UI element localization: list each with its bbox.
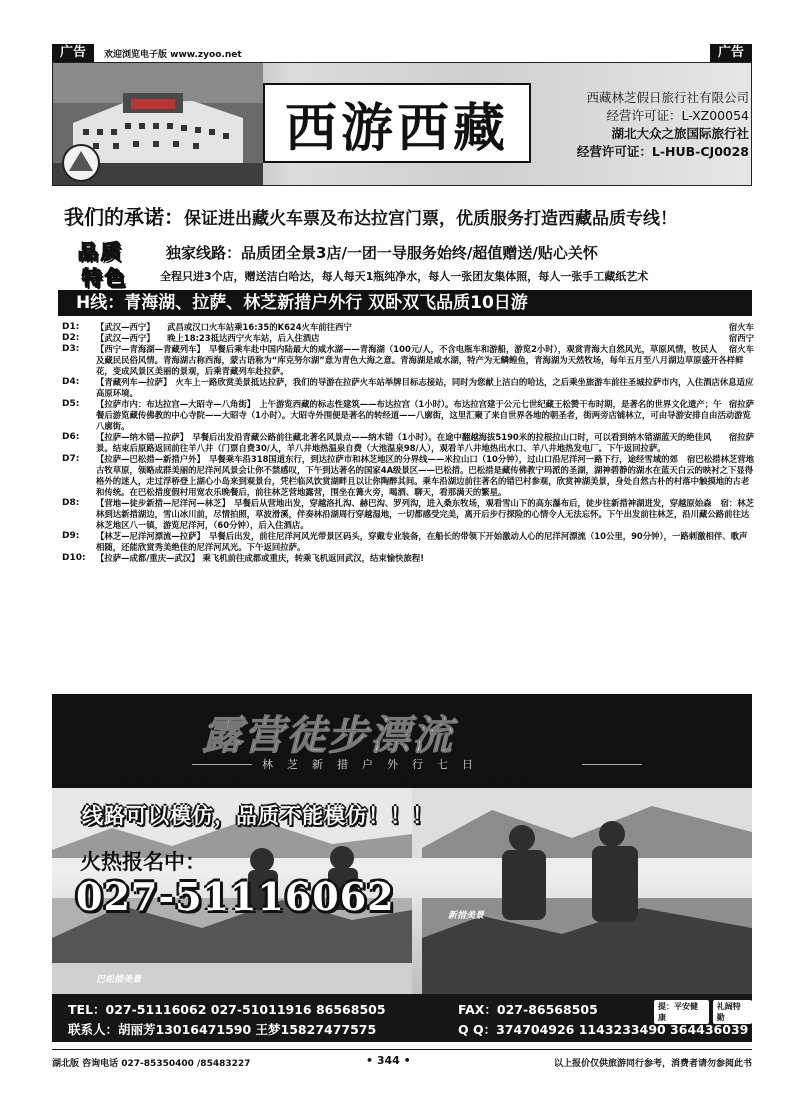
itinerary-day: D7: 宿巴松措林芝营地 【拉萨—巴松措—新措户外】 早餐乘车沿318国道东行，到达拉萨市和林芝地区的分界线——米拉山口（10分钟），过山口沿尼洋河一路下行，途经雪域的郊古牧草原，领略成群美丽的尼洋河风景会让你不禁感叹，下午到达著名的国家4A级景区——巴松措。巴松措是藏传佛教宁玛派的圣湖，湖神碧静的湖水在蓝天白云的映衬之下显得格外的迷人，走过浮桥登上湖心小岛来到观景台，凭栏临风饮赏湖畔且以让你陶醉其间。乘车沿湖边前往著名的错巴村参观，欣赏神湖美景，身处自然古朴的村落中触摸地的古老和传统。在巴松措度假村用宽农乐晚餐后，前往林芝营地露营，围坐在篝火旁，喝酒、聊天，看那满天的繁星。 <box>62 454 754 497</box>
footer-rule <box>52 1049 752 1050</box>
itinerary-day: D1: 宿火车 【武汉—西宁】 武昌或汉口火车站乘16:35的K624火车前往西宁 <box>62 322 754 332</box>
quality-badge-line-2: 特色 <box>82 266 128 290</box>
footer-hotline: 湖北版 咨询电话 027-85350400 /85483227 <box>52 1059 251 1069</box>
store-note: 全程只进3个店，赠送洁白哈达，每人每天1瓶纯净水，每人一张团友集体照，每人一张手工藏纸艺术 <box>160 270 649 283</box>
promise-line <box>64 201 754 230</box>
agency-license-1: 经营许可证：L-XZ00054 <box>606 108 749 123</box>
page-footer <box>52 1056 752 1072</box>
promise-text: 保证进出藏火车票及布达拉宫门票，优质服务打造西藏品质专线！ <box>184 209 677 229</box>
quality-slogan: 线路可以模仿，品质不能模仿！！！ <box>82 804 434 828</box>
agency-name-1: 西藏林芝假日旅行社有限公司 <box>586 90 749 105</box>
itinerary-day: D8: 宿：林芝 【营地—徒步新措—尼洋河—林芝】 早餐后从营地出发，穿越洛扎沟、赫巴沟、罗列沟，进入桑东牧场，观看雪山下的高东瀑布后，徒步往新措神湖进发，穿越原始森林到达新措湖边，雪山冰川前，尽情拍照，草波滑溪，伴奏林沿湖周行穿越湿地，一切都感受完美，离开后步行探险的心情令人无法忘怀。下午出发前往林芝，沿川藏公路前往达林芝地区八一镇，游览尼洋河，（60分钟），后入住酒店。 <box>62 498 754 530</box>
banner-title: 露营徒步漂流 <box>202 713 454 759</box>
itinerary-day: D5: 宿拉萨 【拉萨市内：布达拉宫—大昭寺—八角街】 上午游览西藏的标志性建筑——布达拉宫（1小时）。布达拉宫建于公元七世纪藏王松赞干布时期，是著名的世界文化遗产；午餐后游览藏传佛教的中心寺院——大昭寺（1小时）。大昭寺外围便是著名的转经道——八廓街，这里汇聚了来自世界各地的朝圣者，街两旁店铺林立，可由导游安排自由活动游览八廓街。 <box>62 399 754 431</box>
brand-title: 西游西藏 <box>284 97 509 159</box>
signup-heading: 火热报名中： <box>80 850 206 874</box>
contact-persons[interactable]: 联系人：胡丽芳13016471590 王梦15827477575 <box>68 1022 377 1037</box>
chip-service: 礼阔特勤 <box>713 1000 752 1024</box>
itinerary-day: D9: 【林芝—尼洋河漂流—拉萨】 早餐后出发，前往尼洋河风光带景区码头，穿戴专业装备，在船长的带领下开始激动人心的尼洋河漂流（10公里，90分钟），一路刺激相伴、歌声相随，还能欣赏秀美绝佳的尼洋河风光。下午返回拉萨。 <box>62 531 748 552</box>
contact-bar <box>52 994 752 1042</box>
potala-palace-image <box>53 63 263 186</box>
photo-label-right: 新措美景 <box>448 911 485 921</box>
agency-info <box>539 89 749 161</box>
itinerary-day: D2: 宿西宁 【武汉—西宁】 晚上18:23抵达西宁火车站，后入住酒店 <box>62 333 754 343</box>
header-banner <box>52 62 752 186</box>
ad-tag-right: 广告 <box>710 44 752 62</box>
signup-phone[interactable]: 027-51116062 <box>76 874 395 919</box>
tel-numbers[interactable]: TEL：027-51116062 027-51011916 86568505 <box>68 1002 386 1017</box>
itinerary-day: D6: 宿拉萨 【拉萨—纳木错—拉萨】 早餐后出发沿青藏公路前往藏北著名风景点——纳木错（1小时）。在途中翻越海拔5190米的拉根拉山口时，可以看到纳木错湖蓝天的绝佳风景。结束后原路返回前往羊八井（门票自费30/人，羊八井地热温泉自费（大池温泉98/人），观看羊八井地热出水口、羊八井地热发电厂。下午返回拉萨。 <box>62 432 754 453</box>
photo-label-left: 巴松措美景 <box>96 975 142 985</box>
itinerary <box>62 322 754 564</box>
banner-divider-left <box>192 764 252 765</box>
agency-name-2: 湖北大众之旅国际旅行社 <box>611 126 749 141</box>
banner-divider-right <box>582 764 642 765</box>
top-bar <box>52 44 752 62</box>
banner-subtitle: 林芝新措户外行七日 <box>262 758 487 771</box>
page-number: • 344 • <box>366 1054 411 1067</box>
ad-tag-left: 广告 <box>52 44 94 62</box>
itinerary-day: D3: 宿火车 【西宁—青海湖—青藏列车】 早餐后乘车赴中国内陆最大的咸水湖——青海湖（100元/人，不含电瓶车和游船，游览2小时），观赏青海大自然风光，草原风情，牧民人及藏民民俗风情。青海湖古称西海，蒙古语称为“库克努尔湖”意为青色大海之意。青海湖是咸水湖，特产为无鳞鳇鱼，青海湖为天然牧场，每年五月至八月湖边草原盛开各样鲜花，变成风景区美丽的景观，后乘青藏列车赴拉萨。 <box>62 344 754 376</box>
promise-lead: 我们的承诺： <box>64 205 184 229</box>
experience-slogan: 5年品质团操作经验，管家式贴身电话服务，保持0投诉率，真品质，永不变！ <box>76 769 610 787</box>
route-title-bar: H线：青海湖、拉萨、林芝新措户外行 双卧双飞品质10日游 <box>58 290 752 316</box>
agency-license-2: 经营许可证：L-HUB-CJ0028 <box>576 144 749 159</box>
footer-disclaimer: 以上报价仅供旅游同行参考，消费者请勿参阅此书 <box>553 1059 752 1069</box>
fax-number[interactable]: FAX：027-86568505 <box>458 1002 598 1017</box>
itinerary-day: D10: 【拉萨—成都/重庆—武汉】 乘飞机前往成都或重庆，转乘飞机返回武汉，结束愉快旅程! <box>62 553 425 563</box>
quality-badge <box>62 236 158 288</box>
itinerary-day: D4: 【青藏列车—拉萨】 火车上一路欣赏美景抵达拉萨，我们的导游在拉萨火车站举牌目标志接站，同时为您献上洁白的哈达，之后乘坐旅游车前往圣城拉萨市内，入住酒店休息适应高原环境。 <box>62 377 754 398</box>
chip-safety: 提：平安健康 <box>654 1000 709 1024</box>
qq-numbers[interactable]: Q Q：374704926 1143233490 364436039 <box>458 1022 749 1037</box>
brand-title-box <box>263 83 531 163</box>
exclusive-route: 独家线路：品质团全景3店/一团一导服务始终/超值赠送/贴心关怀 <box>166 244 598 262</box>
welcome-link[interactable]: 欢迎浏览电子版 www.zyoo.net <box>104 49 242 60</box>
quality-badge-line-1: 品质 <box>78 240 124 264</box>
